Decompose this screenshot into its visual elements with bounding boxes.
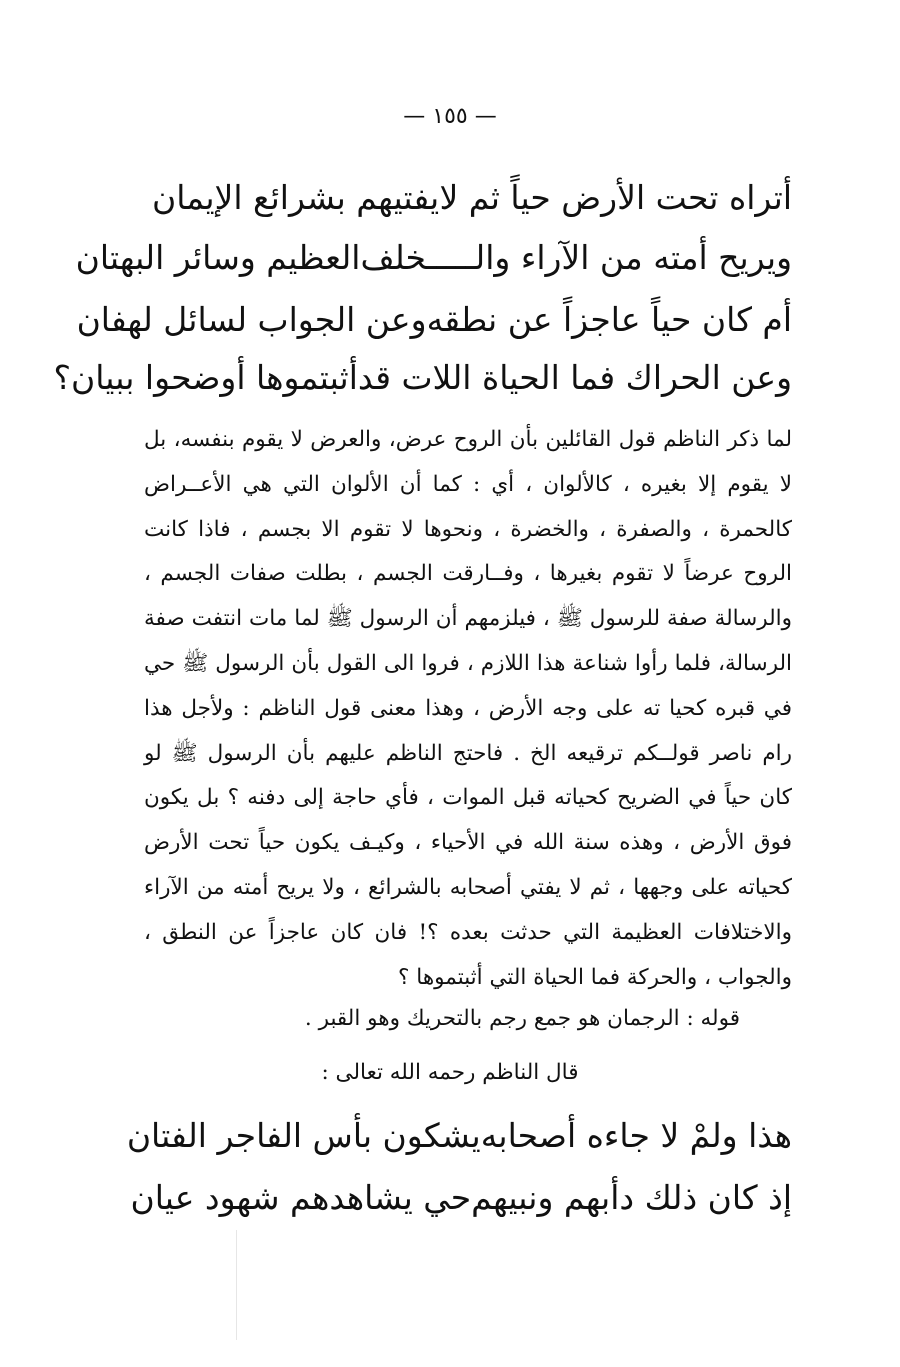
verse-second-hemistich: أثبتموها أوضحوا ببيان؟ [53, 358, 358, 397]
verse-line [126, 1116, 792, 1155]
verse-second-hemistich: العظيم وسائر البهتان [75, 238, 361, 277]
commentary-paragraph: لما ذكر الناظم قول القائلين بأن الروح عرض، والعرض لا يقوم بنفسه، بل لا يقوم إلا بغيره ، كالألوان ، أي : كما أن الألوان التي هي الأعــراض كالحمرة ، والصفرة ، والخضرة ، ونحوها لا تقوم الا بجسم ، فاذا كانت الروح عرضاً لا تقوم بغيرها ، وفــارقت الجسم ، بطلت صفات الجسم ، والرسالة صفة للرسول ﷺ ، فيلزمهم أن الرسول ﷺ لما مات انتفت صفة الرسالة، فلما رأوا شناعة هذا اللازم ، فروا الى القول بأن الرسول ﷺ حي في قبره كحيا ته على وجه الأرض ، وهذا معنى قول الناظم : ولأجل هذا رام ناصر قولــكم ترقيعه الخ . فاحتج الناظم عليهم بأن الرسول ﷺ لو كان حياً في الضريح كحياته قبل الموات ، فأي حاجة إلى دفنه ؟ بل يكون فوق الأرض ، وهذه سنة الله في الأحياء ، وكيـف يكون حياً تحت الأرض كحياته على وجهها ، ثم لا يفتي أصحابه بالشرائع ، ولا يريح أمته من الآراء والاختلافات العظيمة التي حدثت بعده ؟! فان كان عاجزاً عن النطق ، والجواب ، والحركة فما الحياة التي أثبتموها ؟ [144, 427, 792, 990]
verse-first-hemistich: ويريح أمته من الآراء والـــــخلف [360, 238, 792, 277]
verse-first-hemistich: أتراه تحت الأرض حياً ثم لا [439, 178, 792, 217]
poem-intro-line: قال الناظم رحمه الله تعالى : [321, 1060, 579, 1085]
verse-line [152, 178, 792, 217]
commentary-block [144, 418, 792, 1000]
page-number: — ١٥٥ — [403, 104, 497, 129]
verse-second-hemistich: وعن الجواب لسائل لهفان [76, 300, 427, 339]
verse-second-hemistich: حي يشاهدهم شهود عيان [130, 1178, 472, 1217]
footnote-line: قوله : الرجمان هو جمع رجم بالتحريك وهو القبر . [304, 1006, 740, 1031]
verse-line [76, 300, 792, 339]
verse-first-hemistich: إذ كان ذلك دأبهم ونبيهم [471, 1178, 792, 1217]
verse-line [75, 238, 792, 277]
verse-second-hemistich: يشكون بأس الفاجر الفتان [126, 1116, 481, 1155]
gutter-shadow [236, 1230, 237, 1340]
verse-first-hemistich: هذا ولمْ لا جاءه أصحابه [480, 1116, 792, 1155]
verse-second-hemistich: يفتيهم بشرائع الإيمان [152, 178, 440, 217]
verse-line [130, 1178, 792, 1217]
verse-line [53, 358, 792, 397]
verse-first-hemistich: أم كان حياً عاجزاً عن نطقه [426, 300, 792, 339]
verse-first-hemistich: وعن الحراك فما الحياة اللات قد [357, 358, 792, 397]
